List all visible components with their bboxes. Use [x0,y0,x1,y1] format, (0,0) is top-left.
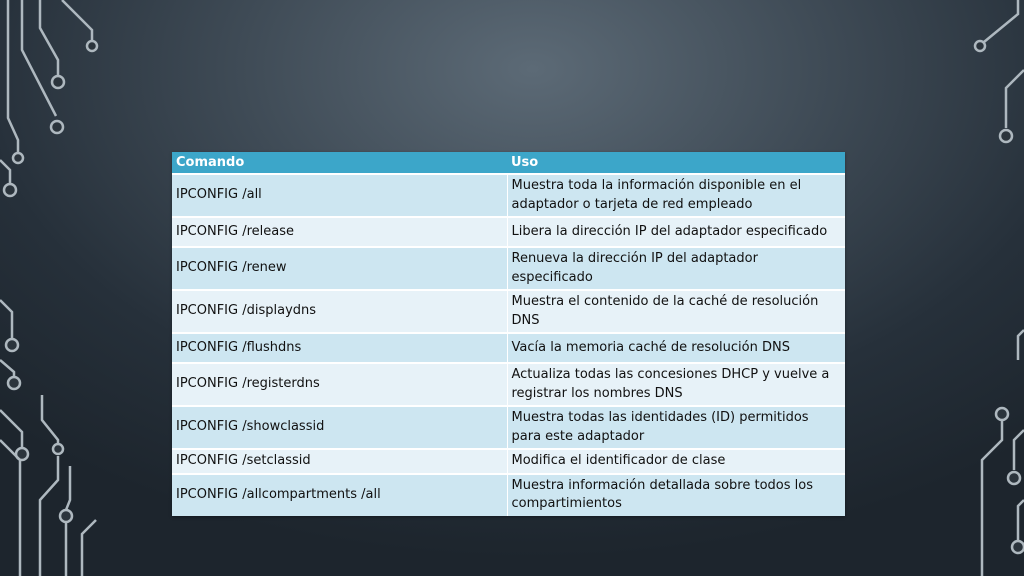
usage-cell: Muestra el contenido de la caché de resolución DNS [507,290,845,333]
table-row [172,406,845,449]
circuit-decoration-right [914,0,1024,576]
column-header-command: Comando [172,152,507,174]
table-row [172,290,845,333]
usage-cell: Libera la dirección IP del adaptador especificado [507,217,845,247]
usage-cell: Muestra todas las identidades (ID) permitidos para este adaptador [507,406,845,449]
usage-cell: Modifica el identificador de clase [507,449,845,474]
table-row [172,217,845,247]
usage-cell: Vacía la memoria caché de resolución DNS [507,333,845,363]
usage-cell: Renueva la dirección IP del adaptador especificado [507,247,845,290]
usage-cell: Muestra toda la información disponible en el adaptador o tarjeta de red empleado [507,174,845,217]
command-cell: IPCONFIG /all [172,174,507,217]
table-row [172,474,845,516]
column-header-usage: Uso [507,152,845,174]
command-cell: IPCONFIG /showclassid [172,406,507,449]
command-cell: IPCONFIG /flushdns [172,333,507,363]
command-cell: IPCONFIG /displaydns [172,290,507,333]
ipconfig-commands-table [172,152,845,516]
table-row [172,247,845,290]
command-cell: IPCONFIG /renew [172,247,507,290]
command-cell: IPCONFIG /setclassid [172,449,507,474]
table-header-row [172,152,845,174]
command-cell: IPCONFIG /allcompartments /all [172,474,507,516]
usage-cell: Muestra información detallada sobre todos los compartimientos [507,474,845,516]
circuit-decoration-left [0,0,110,576]
command-cell: IPCONFIG /registerdns [172,363,507,406]
table-row [172,333,845,363]
table-row [172,449,845,474]
command-cell: IPCONFIG /release [172,217,507,247]
table-row [172,174,845,217]
table-row [172,363,845,406]
usage-cell: Actualiza todas las concesiones DHCP y vuelve a registrar los nombres DNS [507,363,845,406]
